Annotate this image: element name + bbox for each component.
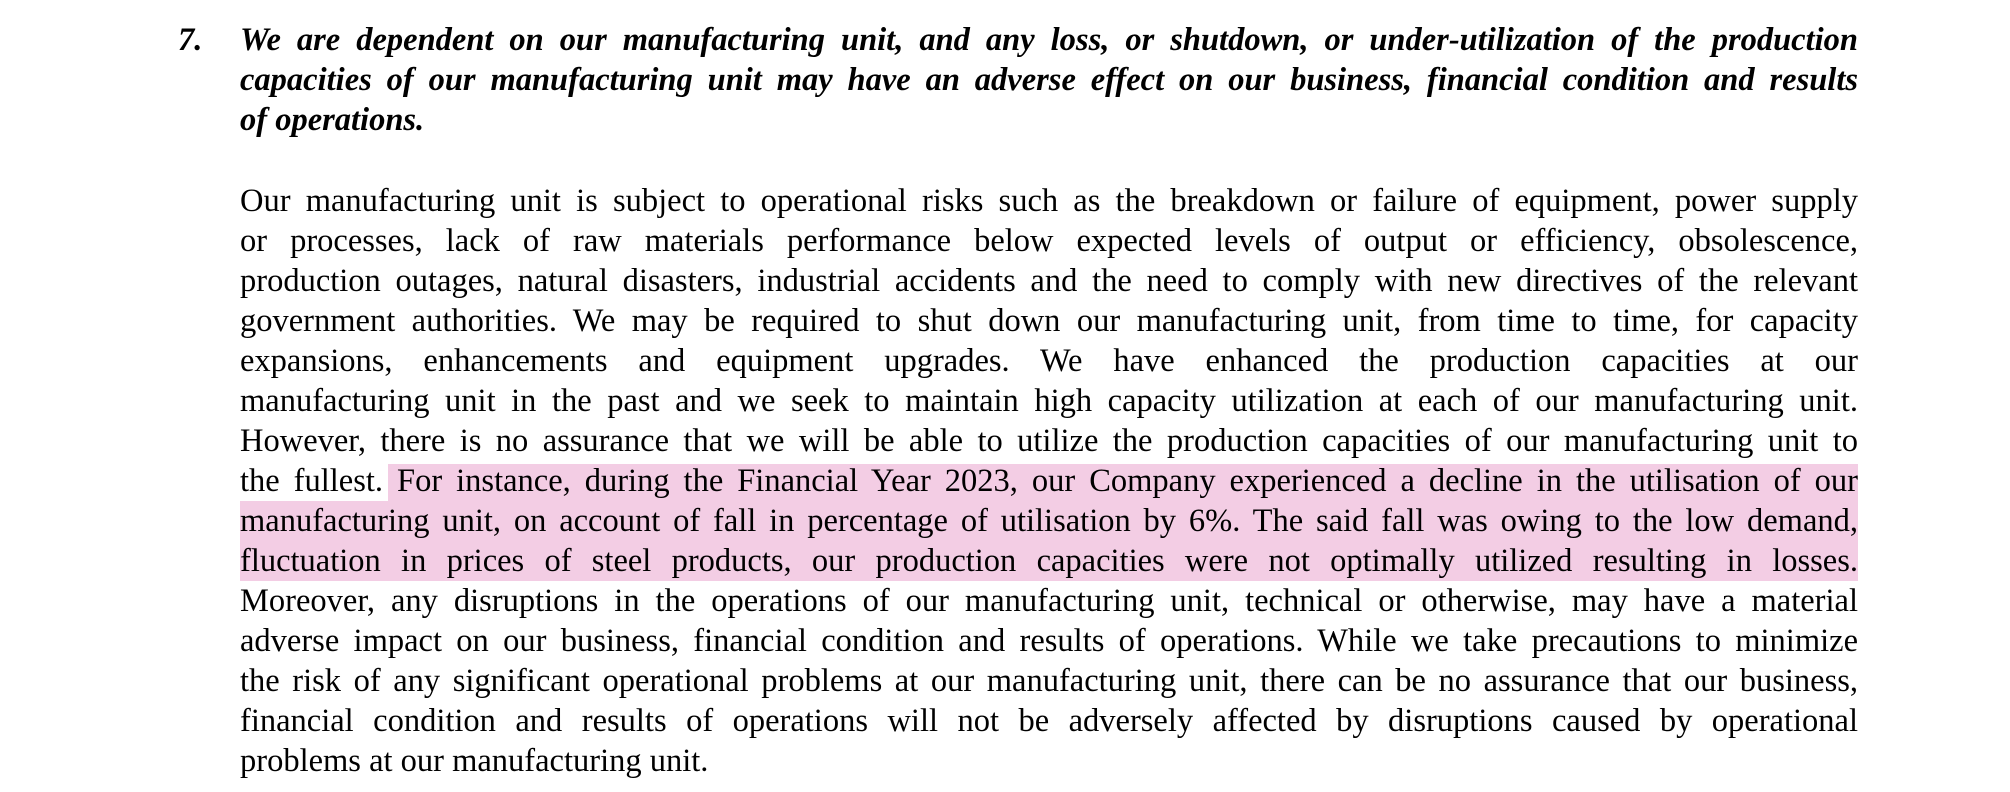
body-line: Our manufacturing unit is subject to operational risks such as the breakdown or failure of equipment, power supply xyxy=(240,183,1858,219)
item-number: 7. xyxy=(178,22,203,58)
body-line: the risk of any significant operational problems at our manufacturing unit, there can be no assurance that our business, xyxy=(240,663,1858,699)
heading-line: capacities of our manufacturing unit may have an adverse effect on our business, financial condition and results xyxy=(240,62,1858,98)
highlighted-body-line: fluctuation in prices of steel products, our production capacities were not optimally utilized resulting in losses. xyxy=(240,543,1858,579)
highlighted-line-partial xyxy=(240,461,1858,501)
body-line: the fullest. For instance, during the Financial Year 2023, our Company experienced a decline in the utilisation of our xyxy=(240,463,1858,499)
body-line: expansions, enhancements and equipment upgrades. We have enhanced the production capacities at our xyxy=(240,343,1858,379)
risk-factor-body[interactable] xyxy=(240,181,1858,781)
heading-line: We are dependent on our manufacturing unit, and any loss, or shutdown, or under-utilization of the production xyxy=(240,22,1858,58)
body-line: adverse impact on our business, financial condition and results of operations. While we take precautions to minimize xyxy=(240,623,1858,659)
body-line: financial condition and results of operations will not be adversely affected by disruptions caused by operational xyxy=(240,703,1858,739)
body-line: government authorities. We may be required to shut down our manufacturing unit, from time to time, for capacity xyxy=(240,303,1858,339)
body-line: manufacturing unit in the past and we seek to maintain high capacity utilization at each of our manufacturing unit. xyxy=(240,383,1858,419)
body-line: or processes, lack of raw materials performance below expected levels of output or efficiency, obsolescence, xyxy=(240,223,1858,259)
risk-factor-heading[interactable] xyxy=(240,20,1858,140)
body-line: However, there is no assurance that we will be able to utilize the production capacities of our manufacturing unit to xyxy=(240,423,1858,459)
body-line: production outages, natural disasters, industrial accidents and the need to comply with new directives of the relevant xyxy=(240,263,1858,299)
highlighted-body-line: manufacturing unit, on account of fall in percentage of utilisation by 6%. The said fall was owing to the low demand, xyxy=(240,503,1858,539)
body-line: problems at our manufacturing unit. xyxy=(240,743,709,779)
body-line: Moreover, any disruptions in the operations of our manufacturing unit, technical or otherwise, may have a material xyxy=(240,583,1858,619)
heading-line: of operations. xyxy=(240,102,425,138)
